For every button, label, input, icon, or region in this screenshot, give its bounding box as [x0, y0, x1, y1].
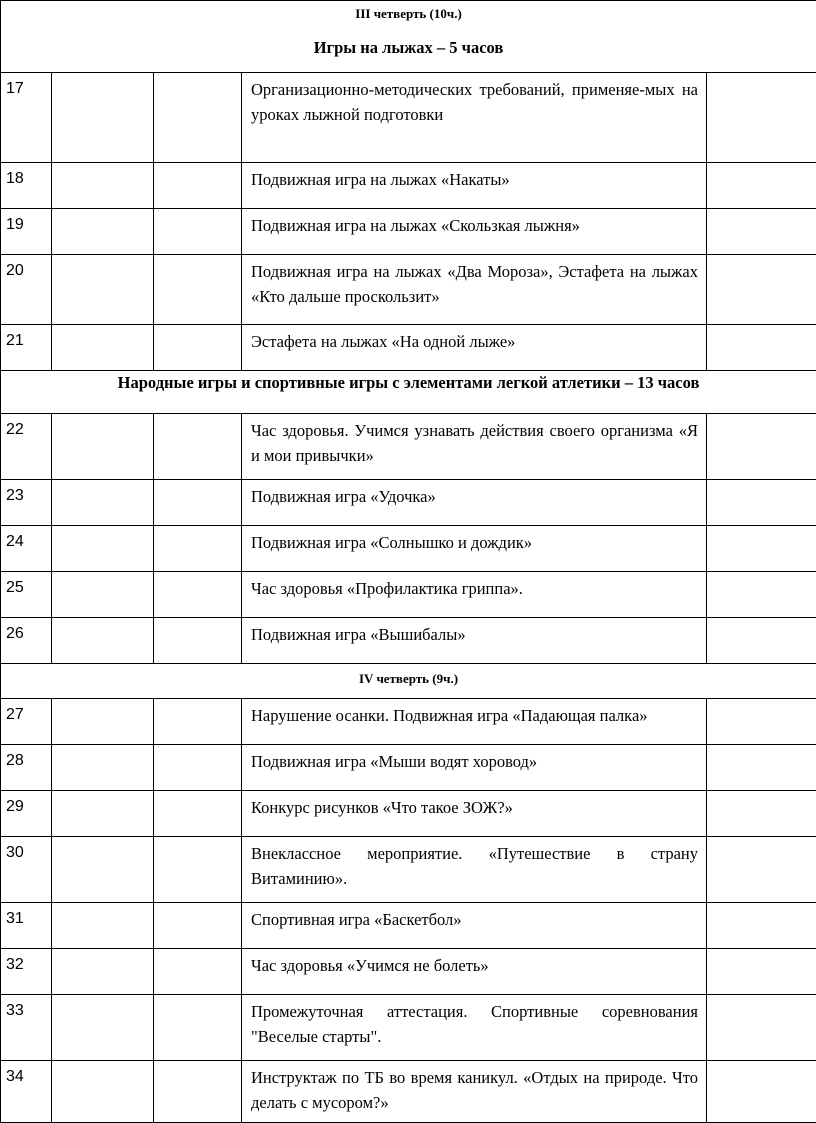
empty-cell: [154, 414, 242, 480]
ski-games-section-title: Игры на лыжах – 5 часов: [1, 38, 816, 58]
lesson-topic: Организационно-методических требований, применяе-мых на уроках лыжной подготовки: [242, 73, 707, 163]
lesson-topic: Нарушение осанки. Подвижная игра «Падающая палка»: [242, 699, 707, 745]
lesson-topic: Эстафета на лыжах «На одной лыже»: [242, 325, 707, 371]
quarter-3-header: [1, 1, 816, 73]
table-row: [1, 995, 816, 1061]
lesson-number: 29: [1, 791, 52, 837]
table-row: [1, 949, 816, 995]
lesson-topic: Спортивная игра «Баскетбол»: [242, 903, 707, 949]
empty-cell: [52, 572, 154, 618]
empty-cell: [707, 949, 816, 995]
lesson-number: 34: [1, 1061, 52, 1123]
empty-cell: [707, 745, 816, 791]
empty-cell: [52, 745, 154, 791]
lesson-number: 19: [1, 209, 52, 255]
table-row: [1, 480, 816, 526]
lesson-topic: Подвижная игра «Мыши водят хоровод»: [242, 745, 707, 791]
lesson-number: 18: [1, 163, 52, 209]
empty-cell: [154, 526, 242, 572]
lesson-topic: Конкурс рисунков «Что такое ЗОЖ?»: [242, 791, 707, 837]
lesson-topic: Подвижная игра на лыжах «Скользкая лыжня»: [242, 209, 707, 255]
empty-cell: [52, 73, 154, 163]
empty-cell: [52, 209, 154, 255]
empty-cell: [707, 255, 816, 325]
lesson-topic: Час здоровья «Учимся не болеть»: [242, 949, 707, 995]
empty-cell: [154, 791, 242, 837]
lesson-topic: Час здоровья. Учимся узнавать действия своего организма «Я и мои привычки»: [242, 414, 707, 480]
lesson-number: 25: [1, 572, 52, 618]
lesson-number: 24: [1, 526, 52, 572]
table-row: [1, 526, 816, 572]
empty-cell: [154, 618, 242, 664]
empty-cell: [154, 745, 242, 791]
table-row: [1, 1061, 816, 1123]
empty-cell: [154, 995, 242, 1061]
empty-cell: [52, 526, 154, 572]
table-row: [1, 572, 816, 618]
table-row: [1, 255, 816, 325]
empty-cell: [707, 480, 816, 526]
lesson-number: 23: [1, 480, 52, 526]
section-2-header-row: [1, 371, 816, 414]
table-row: [1, 414, 816, 480]
empty-cell: [154, 949, 242, 995]
empty-cell: [707, 618, 816, 664]
empty-cell: [52, 903, 154, 949]
lesson-number: 32: [1, 949, 52, 995]
empty-cell: [707, 837, 816, 903]
empty-cell: [707, 73, 816, 163]
empty-cell: [707, 1061, 816, 1123]
empty-cell: [707, 699, 816, 745]
table-row: [1, 618, 816, 664]
lesson-topic: Инструктаж по ТБ во время каникул. «Отдых на природе. Что делать с мусором?»: [242, 1061, 707, 1123]
quarter-4-title: IV четверть (9ч.): [1, 664, 816, 687]
empty-cell: [707, 572, 816, 618]
empty-cell: [52, 1061, 154, 1123]
table-row: [1, 903, 816, 949]
lesson-topic: Подвижная игра «Удочка»: [242, 480, 707, 526]
empty-cell: [707, 163, 816, 209]
table-row: [1, 73, 816, 163]
table-row: [1, 699, 816, 745]
empty-cell: [52, 414, 154, 480]
table-row: [1, 745, 816, 791]
empty-cell: [707, 995, 816, 1061]
table-row: [1, 163, 816, 209]
empty-cell: [52, 618, 154, 664]
empty-cell: [707, 903, 816, 949]
lesson-number: 31: [1, 903, 52, 949]
lesson-topic: Подвижная игра на лыжах «Два Мороза», Эстафета на лыжах «Кто дальше проскользит»: [242, 255, 707, 325]
empty-cell: [154, 163, 242, 209]
empty-cell: [52, 480, 154, 526]
quarter-3-title: III четверть (10ч.): [1, 1, 816, 22]
empty-cell: [52, 837, 154, 903]
empty-cell: [707, 414, 816, 480]
empty-cell: [52, 163, 154, 209]
table-row: [1, 837, 816, 903]
lesson-number: 30: [1, 837, 52, 903]
empty-cell: [154, 255, 242, 325]
table-row: [1, 209, 816, 255]
empty-cell: [154, 1061, 242, 1123]
empty-cell: [154, 903, 242, 949]
lesson-topic: Подвижная игра «Вышибалы»: [242, 618, 707, 664]
lesson-number: 21: [1, 325, 52, 371]
section-2-header: [1, 371, 816, 414]
empty-cell: [52, 995, 154, 1061]
lesson-number: 17: [1, 73, 52, 163]
quarter-3-header-row: [1, 1, 816, 73]
empty-cell: [707, 325, 816, 371]
empty-cell: [154, 572, 242, 618]
folk-games-section-title: Народные игры и спортивные игры с элементами легкой атлетики – 13 часов: [1, 373, 816, 393]
lesson-topic: Подвижная игра «Солнышко и дождик»: [242, 526, 707, 572]
lesson-number: 26: [1, 618, 52, 664]
empty-cell: [154, 837, 242, 903]
empty-cell: [52, 699, 154, 745]
empty-cell: [707, 209, 816, 255]
lesson-number: 33: [1, 995, 52, 1061]
empty-cell: [707, 526, 816, 572]
table-row: [1, 325, 816, 371]
empty-cell: [52, 255, 154, 325]
lesson-topic: Внеклассное мероприятие. «Путешествие в страну Витаминию».: [242, 837, 707, 903]
empty-cell: [707, 791, 816, 837]
empty-cell: [52, 791, 154, 837]
lesson-topic: Подвижная игра на лыжах «Накаты»: [242, 163, 707, 209]
empty-cell: [154, 209, 242, 255]
empty-cell: [154, 480, 242, 526]
table-row: [1, 791, 816, 837]
lesson-number: 20: [1, 255, 52, 325]
lesson-number: 22: [1, 414, 52, 480]
lesson-number: 27: [1, 699, 52, 745]
empty-cell: [154, 325, 242, 371]
empty-cell: [52, 325, 154, 371]
lesson-topic: Промежуточная аттестация. Спортивные соревнования "Веселые старты".: [242, 995, 707, 1061]
lesson-topic: Час здоровья «Профилактика гриппа».: [242, 572, 707, 618]
empty-cell: [52, 949, 154, 995]
empty-cell: [154, 73, 242, 163]
quarter-4-header-row: [1, 664, 816, 699]
quarter-4-header: [1, 664, 816, 699]
empty-cell: [154, 699, 242, 745]
lesson-number: 28: [1, 745, 52, 791]
